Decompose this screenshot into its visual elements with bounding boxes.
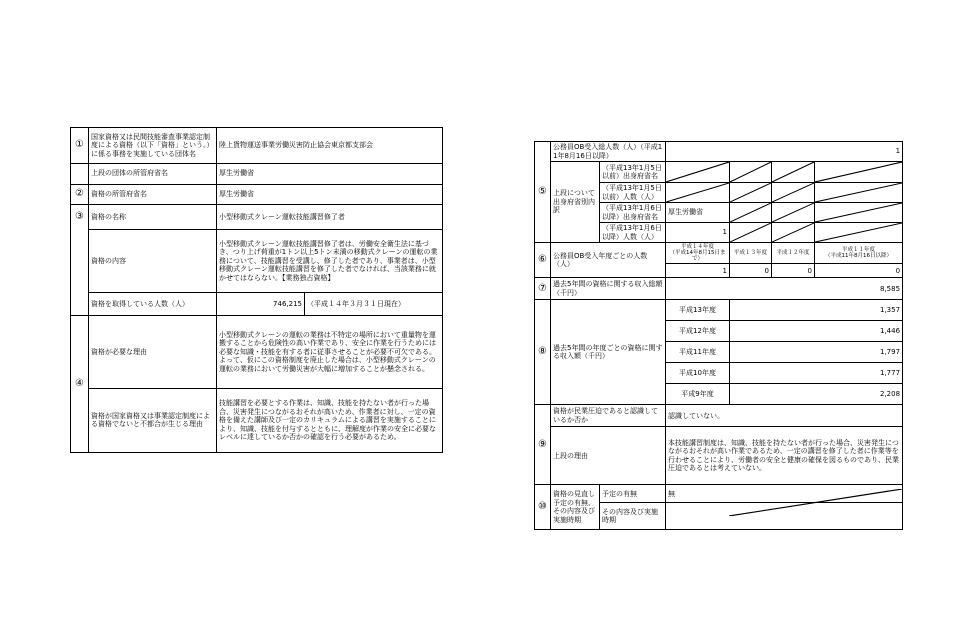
row-label: 国家資格又は民間技能審査事業認定制度による資格（以下「資格」という。）に係る事務を実施している団体名 [89,128,217,164]
review-detail-label: その内容及び実施時期 [600,503,666,530]
review-plan-value: 無 [666,485,903,503]
right-form-sheet [534,141,902,525]
review-detail-strike [729,489,902,516]
income-year-label: 過去5年間の年度ごとの資格に関する収入額（千円） [551,300,666,405]
ob-year-label: 公務員OB受入年度ごとの人数（人） [551,243,666,278]
ob-section-label: 上段について出身府省別内訳 [551,162,600,243]
income-year-value: 1,777 [730,363,903,384]
ob-year: 平成１３年度 [733,250,767,257]
income-year: 平成9年度 [666,384,730,405]
row-label: 資格の名称 [89,205,217,230]
empty-cell [772,223,815,243]
row-number: ⑤ [535,142,551,243]
income-total-value: 8,585 [666,278,903,300]
empty-cell [666,183,730,203]
empty-cell [730,203,772,223]
empty-cell [730,223,772,243]
row-label: 資格を取得している人数（人） [89,293,217,316]
empty-cell [666,162,730,183]
table-row [71,128,443,164]
income-total-label: 過去5年間の資格に関する収入総額（千円） [551,278,666,300]
empty-cell [772,183,815,203]
table-row [71,163,443,184]
review-label: 資格の見直し予定の有無、その内容及び実施時期 [551,485,600,530]
row-value: 厚生労働省 [217,163,443,184]
row-number: ④ [71,315,89,452]
empty-cell [772,203,815,223]
income-year: 平成11年度 [666,342,730,363]
empty-cell [815,183,903,203]
ob-year: 平成１１年度 [842,247,876,254]
empty-cell [815,223,903,243]
row-number: ③ [71,205,89,316]
ob-year-header [772,243,815,264]
ob-sub-label: （平成13年1月6日以降）人数（人） [600,223,666,243]
row-number: ⑥ [535,243,551,278]
ob-year-header [730,243,772,264]
private-label: 資格が民業圧迫であると認識しているか否か [551,405,666,427]
row-value: 厚生労働省 [217,184,443,205]
row-value: 小型移動式クレーン運転技能講習修了者 [217,205,443,230]
ob-total-value: 1 [666,142,903,162]
table-row [71,184,443,205]
ob-count-value: 1 [666,223,730,243]
row-number: ⑦ [535,278,551,300]
holders-date-note: （平成１４年３月３１日現在） [305,293,443,316]
row-number: ⑩ [535,485,551,530]
ob-year: 平成１４年度 [680,244,714,251]
income-year-value: 2,208 [730,384,903,405]
ob-year: 平成１２年度 [776,250,810,257]
left-form-sheet [70,127,442,453]
ob-year-value: 0 [772,264,815,278]
ob-total-label: 公務員OB受入総人数（人）（平成11年8月16日以降） [551,142,666,162]
row-value: 小型移動式クレーン運転技能講習修了者は、労働安全衛生法に基づき、つり上げ荷重が1トン以上5トン未満の移動式クレーンの運転の業務について、技能講習を受講し、修了した者であり、事業者は、小型移動式クレーン運転技能講習を修了した者でなければ、当該業務に就かせてはならない。【業務独占資格】 [217,230,443,293]
row-number: ① [71,128,89,164]
table-row [71,230,443,293]
empty-cell [815,203,903,223]
ob-year-sub: （平成11年8月16日以降） [825,253,893,260]
income-year-value: 1,446 [730,321,903,342]
table-row [71,315,443,388]
empty-cell [772,162,815,183]
row-number: ② [71,184,89,205]
row-number: ⑨ [535,405,551,485]
holders-count: 746,215 [217,293,305,316]
ob-year-value: 0 [730,264,772,278]
row-value: 技能講習を必要とする作業は、知識、技能を持たない者が行った場合、災害発生につながるおそれが高いため、作業者に対し、一定の資格を備えた講師及び一定のカリキュラムによる講習を実施することにより、知識、技能を付与するとともに、理解度が作業の安全に必要なレベルに達しているか否かの確認を行う必要があるため。 [217,388,443,452]
income-year: 平成10年度 [666,363,730,384]
ob-year-value: 1 [666,264,730,278]
row-value: 陸上貨物運送事業労働災害防止協会東京都支部会 [217,128,443,164]
ob-sub-label: （平成13年1月5日以前）出身府省名 [600,162,666,183]
ob-ministry-value: 厚生労働省 [666,203,730,223]
left-form-table [70,127,443,453]
row-number [71,163,89,184]
table-row [71,388,443,452]
income-year-value: 1,357 [730,300,903,321]
row-label: 上段の団体の所管府省名 [89,163,217,184]
right-form-table [534,141,903,530]
reason-value: 本技能講習制度は、知識、技能を持たない者が行った場合、災害発生につながるおそれが高い作業であるため、一定の講習を修了した者に作業等を行わせることにより、労働者の安全と健康の確保を図るものであり、民業圧迫であるとは考えていない。 [666,427,903,485]
empty-cell [730,162,772,183]
empty-cell [730,183,772,203]
ob-sub-label: （平成13年1月5日以前）人数（人） [600,183,666,203]
ob-year-header [815,243,903,264]
row-label: 資格が必要な理由 [89,315,217,388]
ob-year-header [666,243,730,264]
row-number: ⑧ [535,300,551,405]
income-year: 平成12年度 [666,321,730,342]
row-label: 資格の所管府省名 [89,184,217,205]
row-label: 資格が国家資格又は事業認定制度による資格でないと不都合が生じる理由 [89,388,217,452]
private-value: 認識していない。 [666,405,903,427]
income-year: 平成13年度 [666,300,730,321]
ob-year-value: 0 [815,264,903,278]
empty-cell [815,162,903,183]
row-label: 資格の内容 [89,230,217,293]
ob-sub-label: （平成13年1月6日以降）出身府省名 [600,203,666,223]
review-plan-label: 予定の有無 [600,485,666,503]
row-value: 小型移動式クレーンの運転の業務は不特定の場所において重量物を運搬することから危険性の高い作業であり、安全に作業を行うためには必要な知識・技能を有する者に従事させることが必要不可欠である。よって、仮にこの資格制度を廃止した場合は、小型移動式クレーンの運転の業務において労働災害が大幅に増加することが懸念される。 [217,315,443,388]
income-year-value: 1,797 [730,342,903,363]
table-row [71,205,443,230]
reason-label: 上段の理由 [551,427,666,485]
ob-year-sub: （平成14年8月15日まで） [669,250,726,263]
table-row [71,293,443,316]
